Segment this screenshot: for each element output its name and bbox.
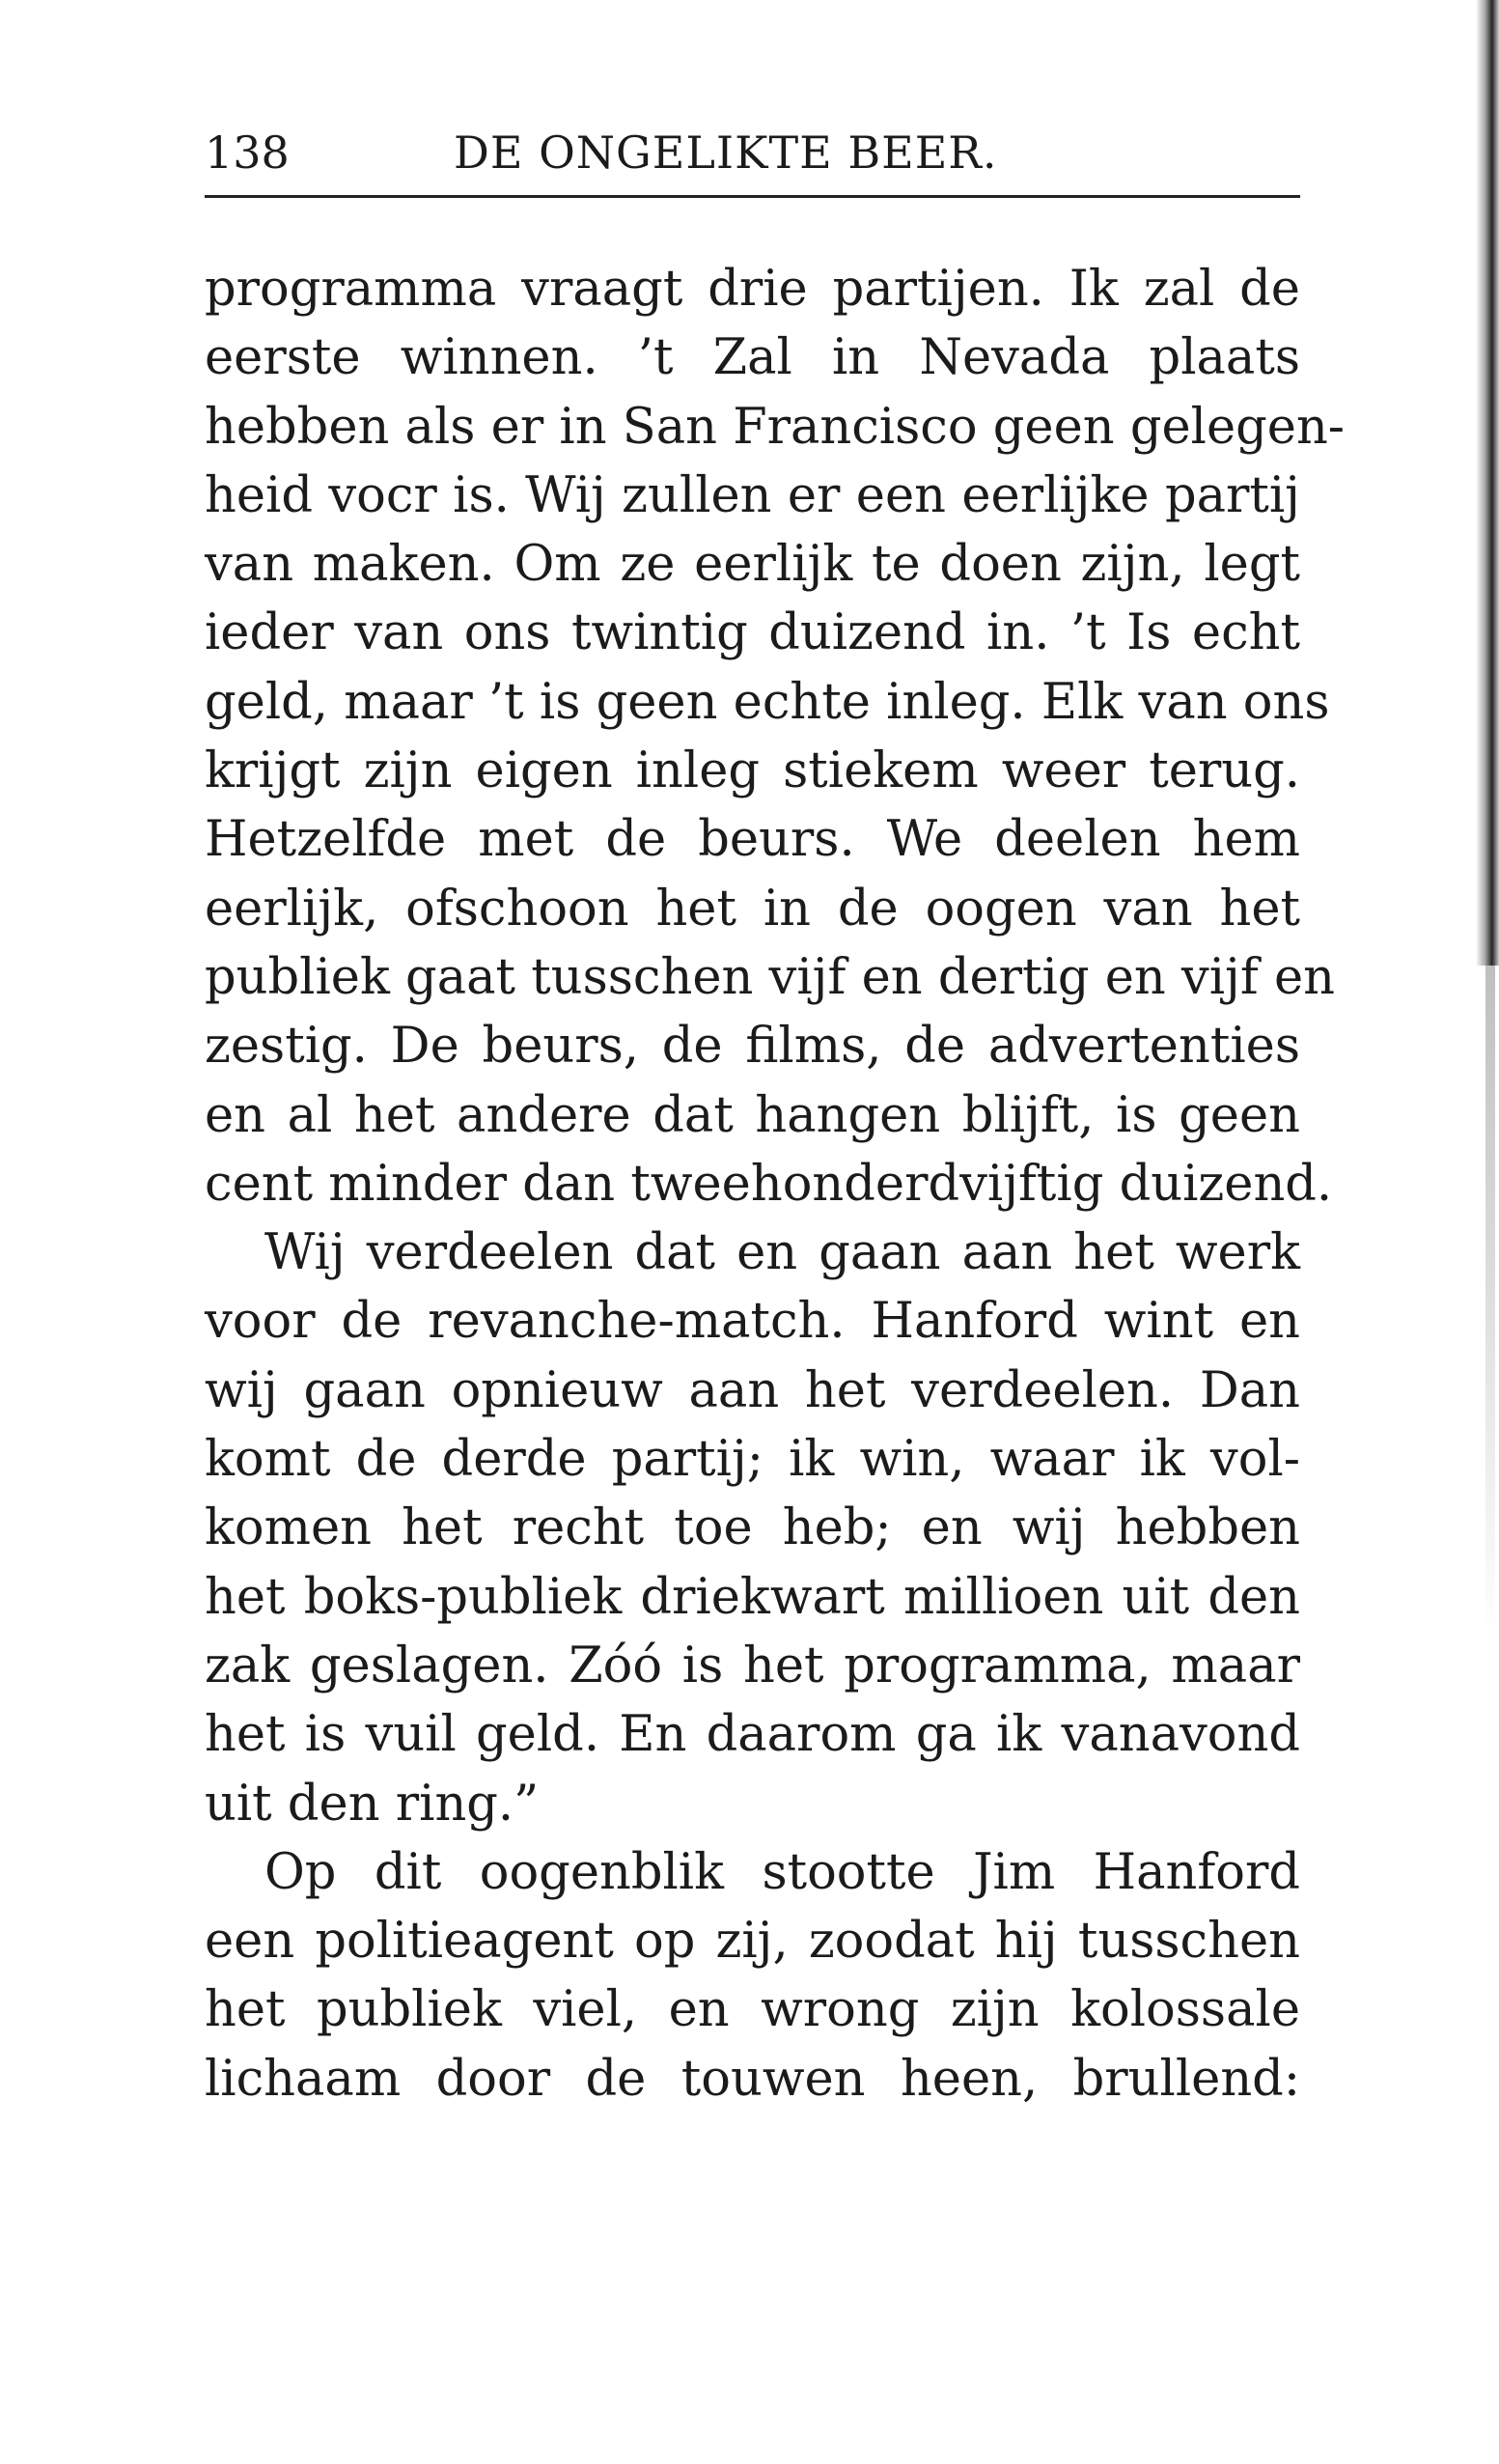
text-line: eerlijk, ofschoon het in de oogen van het	[205, 880, 1300, 938]
text-line: uit den ring.”	[205, 1775, 540, 1833]
text-line: Op dit oogenblik stootte Jim Hanford	[264, 1843, 1300, 1901]
text-line: eerste winnen. ’t Zal in Nevada plaats	[205, 329, 1300, 387]
text-line: en al het andere dat hangen blijft, is geen	[205, 1086, 1300, 1144]
text-line: krijgt zijn eigen inleg stiekem weer terug.	[205, 742, 1300, 800]
binding-edge	[1476, 0, 1499, 966]
text-line: komen het recht toe heb; en wij hebben	[205, 1499, 1300, 1557]
text-line: komt de derde partij; ik win, waar ik vol-	[205, 1431, 1300, 1489]
running-title: DE ONGELIKTE BEER.	[454, 126, 998, 179]
text-line: wij gaan opnieuw aan het verdeelen. Dan	[205, 1361, 1300, 1419]
text-line: lichaam door de touwen heen, brullend:	[205, 2050, 1300, 2108]
text-line: een politieagent op zij, zoodat hij tusschen	[205, 1913, 1300, 1971]
text-line: Hetzelfde met de beurs. We deelen hem	[205, 811, 1300, 869]
text-line: Wij verdeelen dat en gaan aan het werk	[264, 1224, 1300, 1282]
text-line: programma vraagt drie partijen. Ik zal de	[205, 261, 1300, 318]
text-line: zestig. De beurs, de films, de advertenties	[205, 1018, 1300, 1076]
text-line: het boks-publiek driekwart millioen uit den	[205, 1568, 1300, 1626]
text-line: zak geslagen. Zóó is het programma, maar	[205, 1637, 1300, 1694]
text-line: het publiek viel, en wrong zijn kolossale	[205, 1981, 1300, 2039]
text-line: geld, maar ’t is geen echte inleg. Elk van ons	[205, 673, 1330, 731]
text-line: hebben als er in San Francisco geen gelegen-	[205, 398, 1346, 456]
page-header	[205, 124, 1300, 182]
text-line: voor de revanche-match. Hanford wint en	[205, 1293, 1300, 1351]
binding-edge-shadow	[1485, 966, 1495, 1641]
body-text	[205, 255, 1346, 2114]
text-line: ieder van ons twintig duizend in. ’t Is echt	[205, 604, 1300, 662]
page-number: 138	[205, 126, 290, 179]
text-line: cent minder dan tweehonderdvijftig duizend.	[205, 1155, 1333, 1213]
text-line: van maken. Om ze eerlijk te doen zijn, legt	[205, 536, 1300, 594]
text-line: heid vocr is. Wij zullen er een eerlijke partij	[205, 466, 1300, 524]
header-rule	[205, 195, 1300, 198]
text-line: publiek gaat tusschen vijf en dertig en vijf en	[205, 948, 1335, 1006]
text-line: het is vuil geld. En daarom ga ik vanavond	[205, 1706, 1300, 1764]
